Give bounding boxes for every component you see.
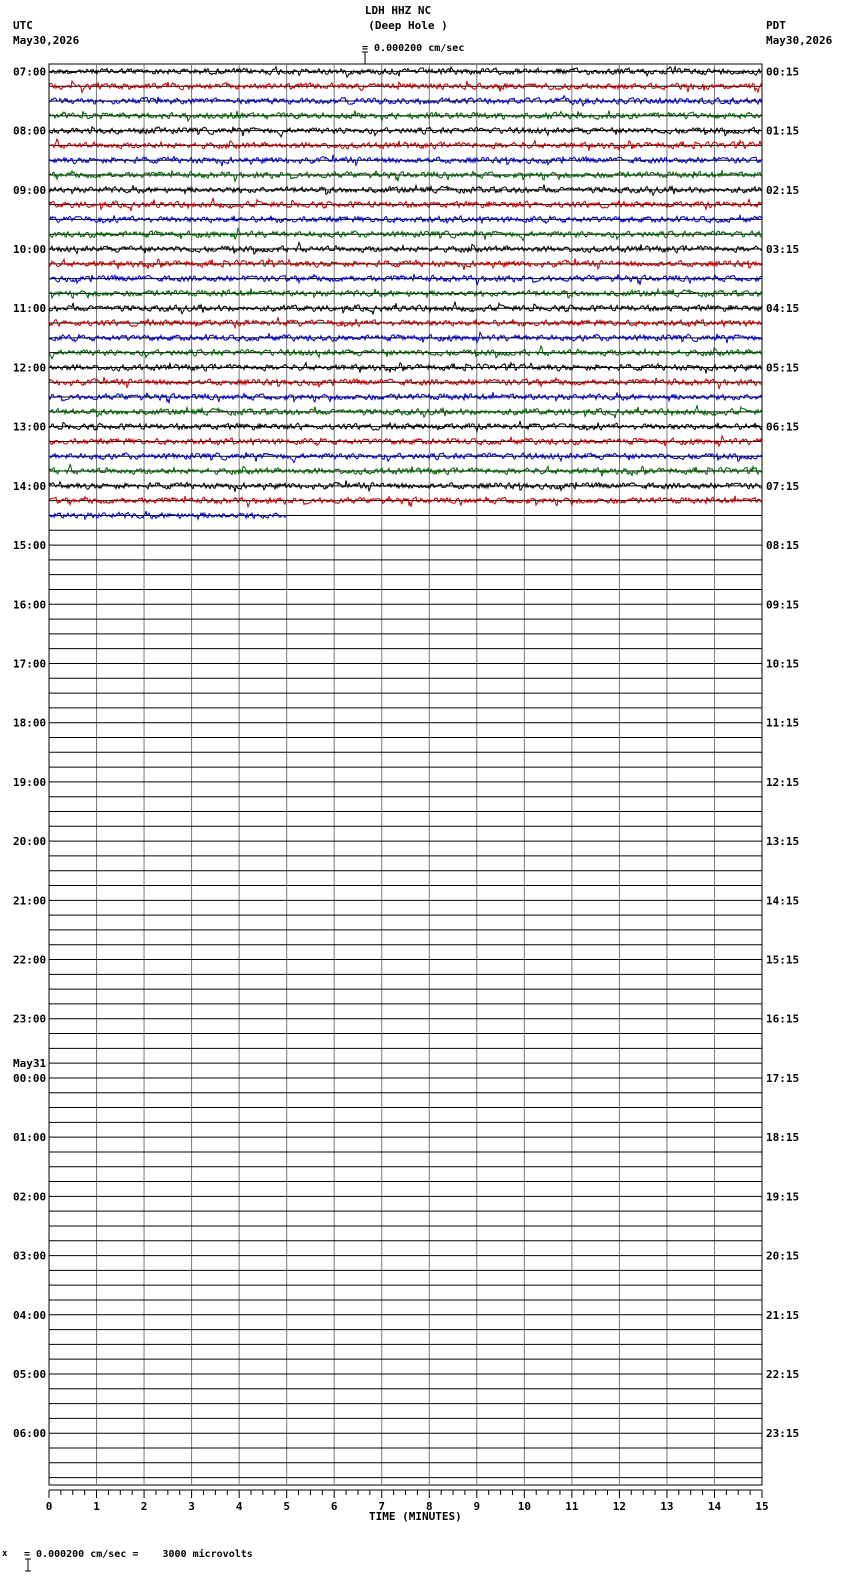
x-tick-label: 3 [188, 1500, 195, 1513]
pdt-hour-label: 14:15 [766, 894, 800, 908]
right-date: May30,2026 [766, 34, 833, 47]
utc-hour-label: 08:00 [13, 124, 47, 138]
utc-hour-label: 21:00 [13, 894, 47, 908]
x-tick-label: 11 [565, 1500, 579, 1513]
pdt-hour-label: 11:15 [766, 716, 800, 730]
pdt-hour-label: 01:15 [766, 124, 800, 138]
trace-row-26 [49, 452, 762, 462]
footer-scale-bar-icon [10, 1544, 20, 1560]
utc-hour-label: 23:00 [13, 1012, 47, 1026]
trace-row-2 [49, 96, 762, 106]
x-tick-label: 0 [45, 1500, 53, 1513]
pdt-hour-label: 13:15 [766, 835, 800, 849]
utc-hour-label: 12:00 [13, 361, 47, 375]
x-tick-label: 12 [612, 1500, 627, 1513]
x-tick-label: 14 [707, 1500, 722, 1513]
x-tick-label: 5 [283, 1500, 290, 1513]
pdt-hour-label: 06:15 [766, 420, 800, 434]
utc-hour-label: 07:00 [13, 65, 47, 79]
pdt-hour-label: 02:15 [766, 183, 800, 197]
trace-row-14 [49, 274, 762, 285]
footer-scale-prefix: x [2, 1549, 8, 1559]
left-date: May30,2026 [13, 34, 80, 47]
utc-hour-label: 17:00 [13, 657, 47, 671]
x-tick-label: 6 [330, 1500, 338, 1513]
utc-hour-label: 22:00 [13, 953, 47, 967]
x-tick-label: 8 [425, 1500, 433, 1513]
utc-hour-label: 15:00 [13, 539, 47, 553]
pdt-hour-label: 07:15 [766, 479, 800, 493]
utc-hour-label: 19:00 [13, 775, 47, 789]
date-change-label: May31 [13, 1056, 47, 1070]
x-tick-label: 15 [755, 1500, 769, 1513]
utc-hour-label: 11:00 [13, 302, 47, 316]
x-tick-label: 13 [660, 1500, 674, 1513]
pdt-hour-label: 08:15 [766, 539, 800, 553]
utc-hour-label: 16:00 [13, 598, 47, 612]
pdt-hour-label: 15:15 [766, 953, 800, 967]
trace-row-29 [49, 496, 762, 507]
pdt-hour-label: 16:15 [766, 1012, 800, 1026]
trace-row-1 [49, 81, 762, 92]
trace-row-22 [49, 392, 762, 403]
pdt-hour-label: 22:15 [766, 1367, 800, 1381]
trace-row-12 [49, 243, 762, 255]
utc-hour-label: 10:00 [13, 243, 47, 257]
x-tick-label: 9 [473, 1500, 481, 1513]
trace-row-17 [49, 317, 762, 327]
x-axis-label: TIME (MINUTES) [369, 1510, 462, 1523]
station-location: (Deep Hole ) [368, 19, 448, 32]
trace-row-5 [49, 139, 762, 151]
right-timezone: PDT [766, 19, 786, 32]
utc-hour-label: 00:00 [13, 1071, 47, 1085]
utc-hour-label: 04:00 [13, 1308, 47, 1322]
pdt-hour-label: 17:15 [766, 1071, 800, 1085]
station-title: LDH HHZ NC [364, 4, 432, 17]
x-tick-label: 2 [140, 1500, 148, 1513]
trace-row-4 [49, 127, 762, 137]
pdt-hour-label: 10:15 [766, 657, 800, 671]
trace-row-20 [49, 363, 762, 374]
utc-hour-label: 06:00 [13, 1427, 47, 1441]
pdt-hour-label: 00:15 [766, 65, 800, 79]
utc-hour-label: 18:00 [13, 716, 47, 730]
utc-hour-label: 09:00 [13, 183, 47, 197]
pdt-hour-label: 23:15 [766, 1427, 800, 1441]
footer-scale-text: = 0.000200 cm/sec = 3000 microvolts [24, 1549, 253, 1560]
pdt-hour-label: 20:15 [766, 1249, 800, 1263]
utc-hour-label: 05:00 [13, 1367, 47, 1381]
pdt-hour-label: 21:15 [766, 1308, 800, 1322]
pdt-hour-label: 18:15 [766, 1131, 800, 1145]
pdt-hour-label: 12:15 [766, 775, 800, 789]
utc-hour-label: 13:00 [13, 420, 47, 434]
utc-hour-label: 03:00 [13, 1249, 47, 1263]
left-timezone: UTC [13, 19, 33, 32]
scale-text: = 0.000200 cm/sec [362, 43, 465, 54]
pdt-hour-label: 19:15 [766, 1190, 800, 1204]
pdt-hour-label: 05:15 [766, 361, 800, 375]
pdt-hour-label: 04:15 [766, 302, 800, 316]
trace-row-24 [49, 421, 762, 431]
trace-row-7 [49, 170, 762, 181]
utc-hour-label: 01:00 [13, 1131, 47, 1145]
utc-hour-label: 14:00 [13, 479, 47, 493]
hour-labels [13, 65, 799, 1440]
pdt-hour-label: 03:15 [766, 243, 800, 257]
utc-hour-label: 02:00 [13, 1190, 47, 1204]
utc-hour-label: 20:00 [13, 835, 47, 849]
trace-row-27 [49, 465, 762, 477]
x-tick-label: 7 [378, 1500, 386, 1513]
x-tick-label: 10 [517, 1500, 531, 1513]
x-tick-label: 4 [235, 1500, 243, 1513]
x-tick-label: 1 [93, 1500, 100, 1513]
pdt-hour-label: 09:15 [766, 598, 800, 612]
